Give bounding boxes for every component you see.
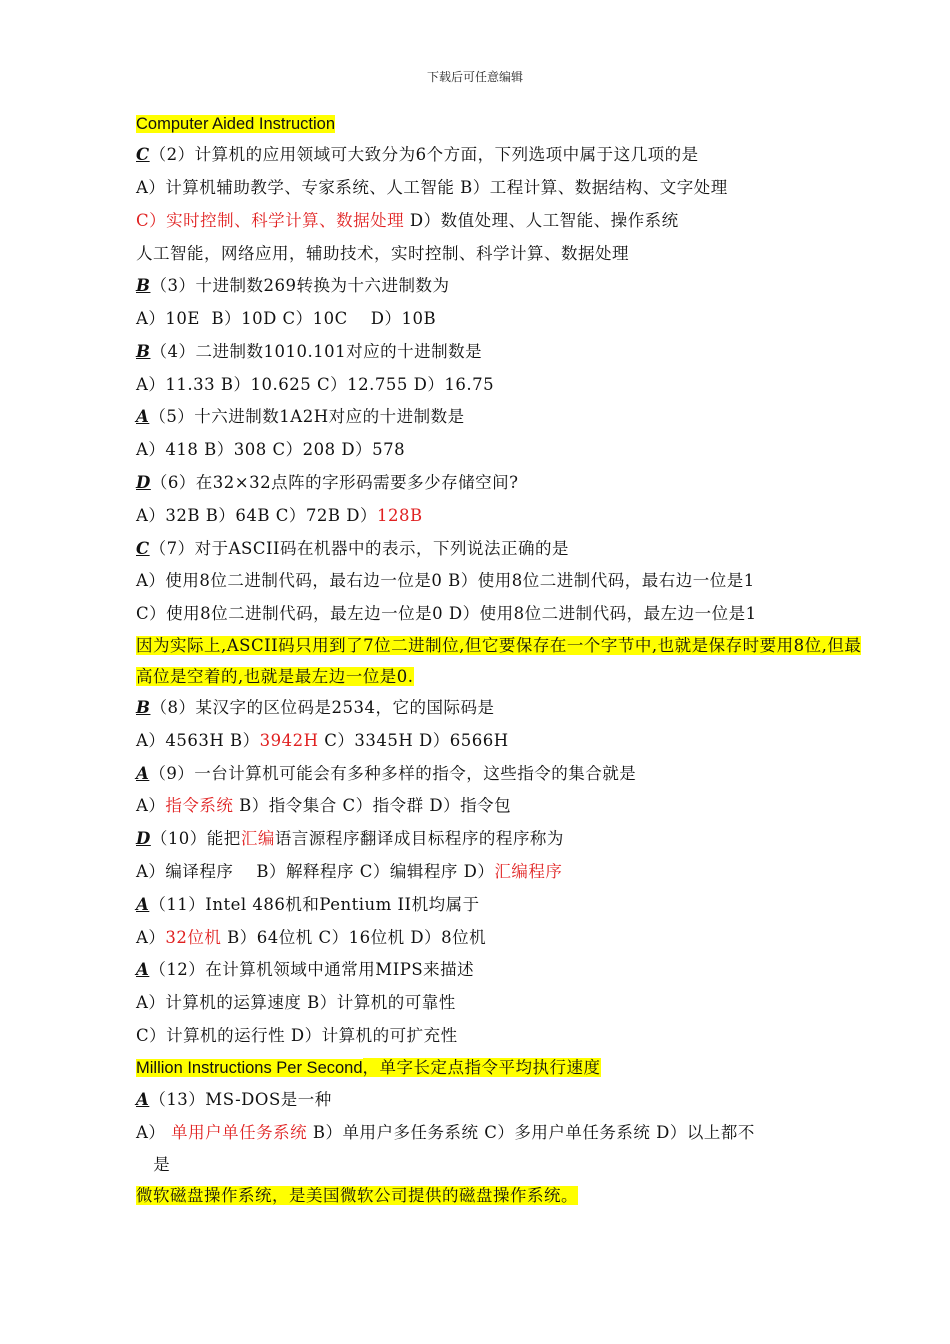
answer-letter: D bbox=[136, 829, 151, 848]
text-segment: 语言源程序翻译成目标程序的程序称为 bbox=[274, 829, 564, 848]
text-segment: 单用户单任务系统 bbox=[171, 1123, 308, 1142]
text-line bbox=[136, 762, 636, 786]
text-segment: A）11.33 B）10.625 C）12.755 D）16.75 bbox=[136, 375, 495, 394]
text-segment: A）使用8位二进制代码，最右边一位是0 B）使用8位二进制代码，最右边一位是1 bbox=[136, 571, 755, 590]
text-segment: （2）计算机的应用领域可大致分为6个方面，下列选项中属于这几项的是 bbox=[149, 145, 699, 164]
answer-letter: A bbox=[136, 960, 150, 979]
answer-letter: A bbox=[136, 764, 150, 783]
text-line bbox=[136, 340, 482, 364]
text-segment: A） bbox=[136, 1123, 172, 1142]
text-segment: A）计算机辅助教学、专家系统、人工智能 B）工程计算、数据结构、文字处理 bbox=[136, 178, 728, 197]
text-line bbox=[136, 696, 494, 720]
text-line bbox=[136, 665, 414, 689]
answer-letter: Million Instructions Per Second bbox=[136, 1059, 363, 1077]
text-line bbox=[136, 438, 405, 462]
text-line bbox=[136, 1121, 755, 1145]
text-segment: C）3345H D）6566H bbox=[318, 731, 509, 750]
text-segment: A）32B B）64B C）72B D） bbox=[136, 506, 377, 525]
text-line bbox=[136, 991, 456, 1015]
text-segment: （10）能把 bbox=[150, 829, 241, 848]
answer-letter: B bbox=[136, 698, 151, 717]
text-line bbox=[136, 504, 423, 528]
text-segment: （11）Intel 486机和Pentium II机均属于 bbox=[149, 895, 480, 914]
text-segment: （9）一台计算机可能会有多种多样的指令，这些指令的集合就是 bbox=[149, 764, 637, 783]
text-line bbox=[136, 209, 679, 233]
answer-letter: A bbox=[136, 1090, 150, 1109]
text-segment: 128B bbox=[377, 506, 423, 525]
text-line bbox=[136, 373, 494, 397]
text-segment: A）418 B）308 C）208 D）578 bbox=[136, 440, 406, 459]
text-segment: ，单字长定点指令平均执行速度 bbox=[362, 1058, 601, 1077]
answer-letter: B bbox=[136, 342, 151, 361]
text-line bbox=[136, 1056, 601, 1080]
text-segment: B）单用户多任务系统 C）多用户单任务系统 D）以上都不 bbox=[307, 1123, 755, 1142]
text-line bbox=[136, 602, 757, 626]
text-line bbox=[136, 1024, 458, 1048]
text-line bbox=[136, 926, 486, 950]
text-segment: 微软磁盘操作系统，是美国微软公司提供的磁盘操作系统。 bbox=[136, 1186, 578, 1205]
text-segment: （4）二进制数1010.101对应的十进制数是 bbox=[150, 342, 483, 361]
text-segment: 32位机 bbox=[165, 928, 222, 947]
text-line bbox=[136, 634, 861, 658]
text-segment: C）使用8位二进制代码，最左边一位是0 D）使用8位二进制代码，最左边一位是1 bbox=[136, 604, 757, 623]
text-segment: 汇编程序 bbox=[494, 862, 563, 881]
text-line bbox=[136, 537, 569, 561]
text-segment: A）10E B）10D C）10C D）10B bbox=[136, 309, 437, 328]
text-line bbox=[136, 307, 436, 331]
text-line bbox=[136, 242, 629, 266]
text-segment: （7）对于ASCII码在机器中的表示，下列说法正确的是 bbox=[149, 539, 570, 558]
text-segment: （3）十进制数269转换为十六进制数为 bbox=[150, 276, 450, 295]
text-line bbox=[136, 569, 755, 593]
text-segment: B）64位机 C）16位机 D）8位机 bbox=[221, 928, 487, 947]
text-segment: C）计算机的运行性 D）计算机的可扩充性 bbox=[136, 1026, 458, 1045]
text-segment: A）计算机的运算速度 B）计算机的可靠性 bbox=[136, 993, 456, 1012]
text-line bbox=[136, 729, 509, 753]
text-line bbox=[136, 827, 564, 851]
text-line bbox=[136, 274, 449, 298]
text-segment: 因为实际上,ASCII码只用到了7位二进制位,但它要保存在一个字节中,也就是保存时要用8位,但最 bbox=[136, 636, 862, 655]
text-line bbox=[136, 1153, 170, 1177]
text-segment: 高位是空着的,也就是最左边一位是0. bbox=[136, 667, 414, 686]
text-segment: 汇编 bbox=[240, 829, 275, 848]
text-segment: 3942H bbox=[259, 731, 319, 750]
text-line bbox=[136, 112, 335, 136]
text-segment: A）编译程序 B）解释程序 C）编辑程序 D） bbox=[136, 862, 495, 881]
text-segment: B）指令集合 C）指令群 D）指令包 bbox=[233, 796, 512, 815]
text-line bbox=[136, 143, 699, 167]
text-line bbox=[136, 794, 511, 818]
text-segment: （12）在计算机领域中通常用MIPS来描述 bbox=[149, 960, 475, 979]
answer-letter: A bbox=[136, 895, 150, 914]
text-line bbox=[136, 1088, 332, 1112]
text-line bbox=[136, 860, 562, 884]
text-line bbox=[136, 1184, 578, 1208]
text-segment: （13）MS-DOS是一种 bbox=[149, 1090, 332, 1109]
text-segment: D）数值处理、人工智能、操作系统 bbox=[404, 211, 679, 230]
text-segment: （8）某汉字的区位码是2534，它的国际码是 bbox=[150, 698, 495, 717]
page-header: 下载后可任意编辑 bbox=[426, 70, 523, 84]
text-segment: 指令系统 bbox=[165, 796, 234, 815]
text-segment: A） bbox=[136, 796, 166, 815]
text-segment: A） bbox=[136, 928, 166, 947]
answer-letter: B bbox=[136, 276, 151, 295]
text-segment: A）4563H B） bbox=[136, 731, 260, 750]
answer-letter: Computer Aided Instruction bbox=[136, 115, 336, 133]
text-line bbox=[136, 958, 474, 982]
text-line bbox=[136, 471, 518, 495]
answer-letter: A bbox=[136, 407, 150, 426]
answer-letter: C bbox=[136, 145, 150, 164]
text-line bbox=[136, 176, 728, 200]
answer-letter: C bbox=[136, 539, 150, 558]
text-segment: 是 bbox=[136, 1155, 171, 1174]
text-segment: 人工智能，网络应用，辅助技术，实时控制、科学计算、数据处理 bbox=[136, 244, 629, 263]
text-segment: C）实时控制、科学计算、数据处理 bbox=[136, 211, 405, 230]
answer-letter: D bbox=[136, 473, 151, 492]
text-line bbox=[136, 405, 465, 429]
text-segment: （5）十六进制数1A2H对应的十进制数是 bbox=[149, 407, 465, 426]
text-segment: （6）在32×32点阵的字形码需要多少存储空间? bbox=[150, 473, 519, 492]
text-line bbox=[136, 893, 480, 917]
